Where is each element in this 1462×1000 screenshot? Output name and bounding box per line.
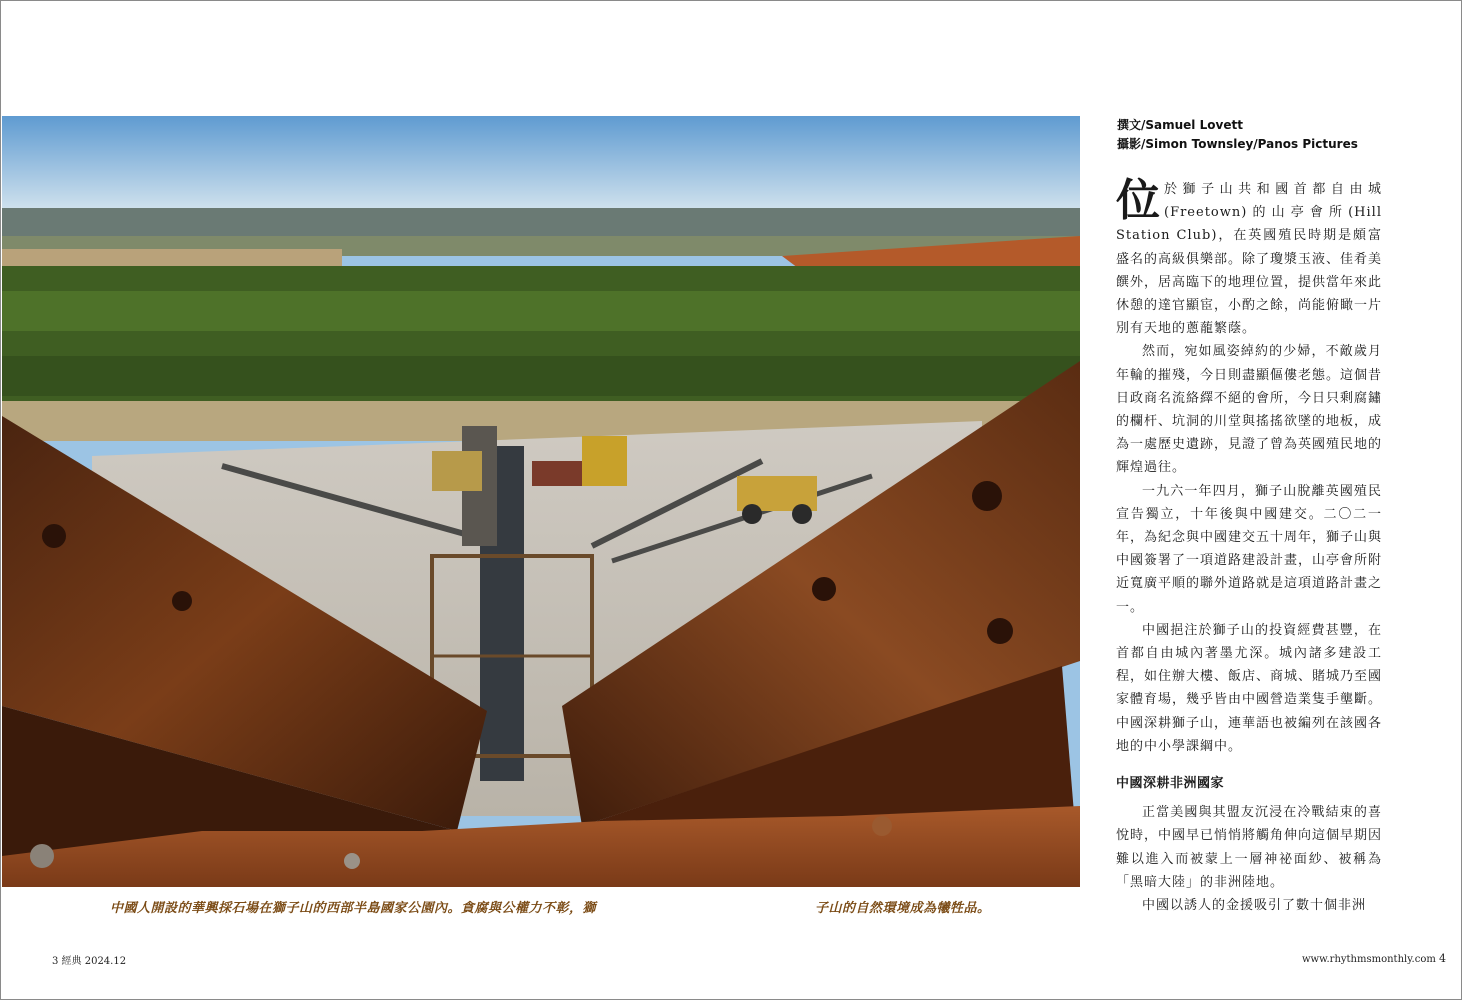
page-number: 4 <box>1439 952 1447 965</box>
article-paragraph: 正當美國與其盟友沉浸在冷戰結束的喜悅時，中國早已悄悄將觸角伸向這個早期因難以進入而被蒙上一層神祕面紗、被稱為「黑暗大陸」的非洲陸地。 <box>1116 805 1383 890</box>
writer-credit: 撰文/Samuel Lovett <box>1117 118 1243 132</box>
quarry-photo <box>2 116 1080 887</box>
article-paragraph: 中國以誘人的金援吸引了數十個非洲 <box>1142 898 1367 914</box>
article-paragraph: 位於獅子山共和國首都自由城(Freetown)的山亭會所(Hill Station Club)，在英國殖民時期是頗富盛名的高級俱樂部。除了瓊漿玉液、佳肴美饌外，居高臨下的地理位置，提供當年來此休憩的達官顯宦，小酌之餘，尚能俯瞰一片別有天地的蔥蘢繁蔭。 <box>1116 175 1383 337</box>
folio-left: 3 經典 2024.12 <box>52 956 127 967</box>
website-url: www.rhythmsmonthly.com <box>1302 954 1436 965</box>
article-subheading: 中國深耕非洲國家 <box>1116 776 1225 792</box>
photo-caption-part1: 中國人開設的華興採石場在獅子山的西部半島國家公園內。貪腐與公權力不彰，獅 <box>110 901 597 916</box>
article-paragraph: 然而，宛如風姿綽約的少婦，不敵歲月年輪的摧殘，今日則盡顯傴僂老態。這個昔日政商名流絡繹不絕的會所，今日只剩腐鏽的欄杆、坑洞的川堂與搖搖欲墜的地板，成為一處歷史遺跡，見證了曾為英國殖民地的輝煌過往。 <box>1116 344 1383 476</box>
photo-caption-part2: 子山的自然環境成為犧牲品。 <box>815 901 991 916</box>
article-credits <box>1117 116 1358 154</box>
photographer-credit: 攝影/Simon Townsley/Panos Pictures <box>1117 137 1358 151</box>
article-paragraph: 中國挹注於獅子山的投資經費甚豐，在首都自由城內著墨尤深。城內諸多建設工程，如住辦大樓、飯店、商城、賭城乃至國家體育場，幾乎皆由中國營造業隻手壟斷。中國深耕獅子山，連華語也被編列在該國各地的中小學課綱中。 <box>1116 622 1383 754</box>
folio-right <box>1302 952 1446 965</box>
article-body <box>1116 175 1383 917</box>
drop-cap: 位 <box>1116 175 1160 226</box>
article-paragraph: 一九六一年四月，獅子山脫離英國殖民宣告獨立，十年後與中國建交。二〇二一年，為紀念與中國建交五十周年，獅子山與中國簽署了一項道路建設計畫，山亭會所附近寬廣平順的聯外道路就是這項道路計畫之一。 <box>1116 483 1383 615</box>
